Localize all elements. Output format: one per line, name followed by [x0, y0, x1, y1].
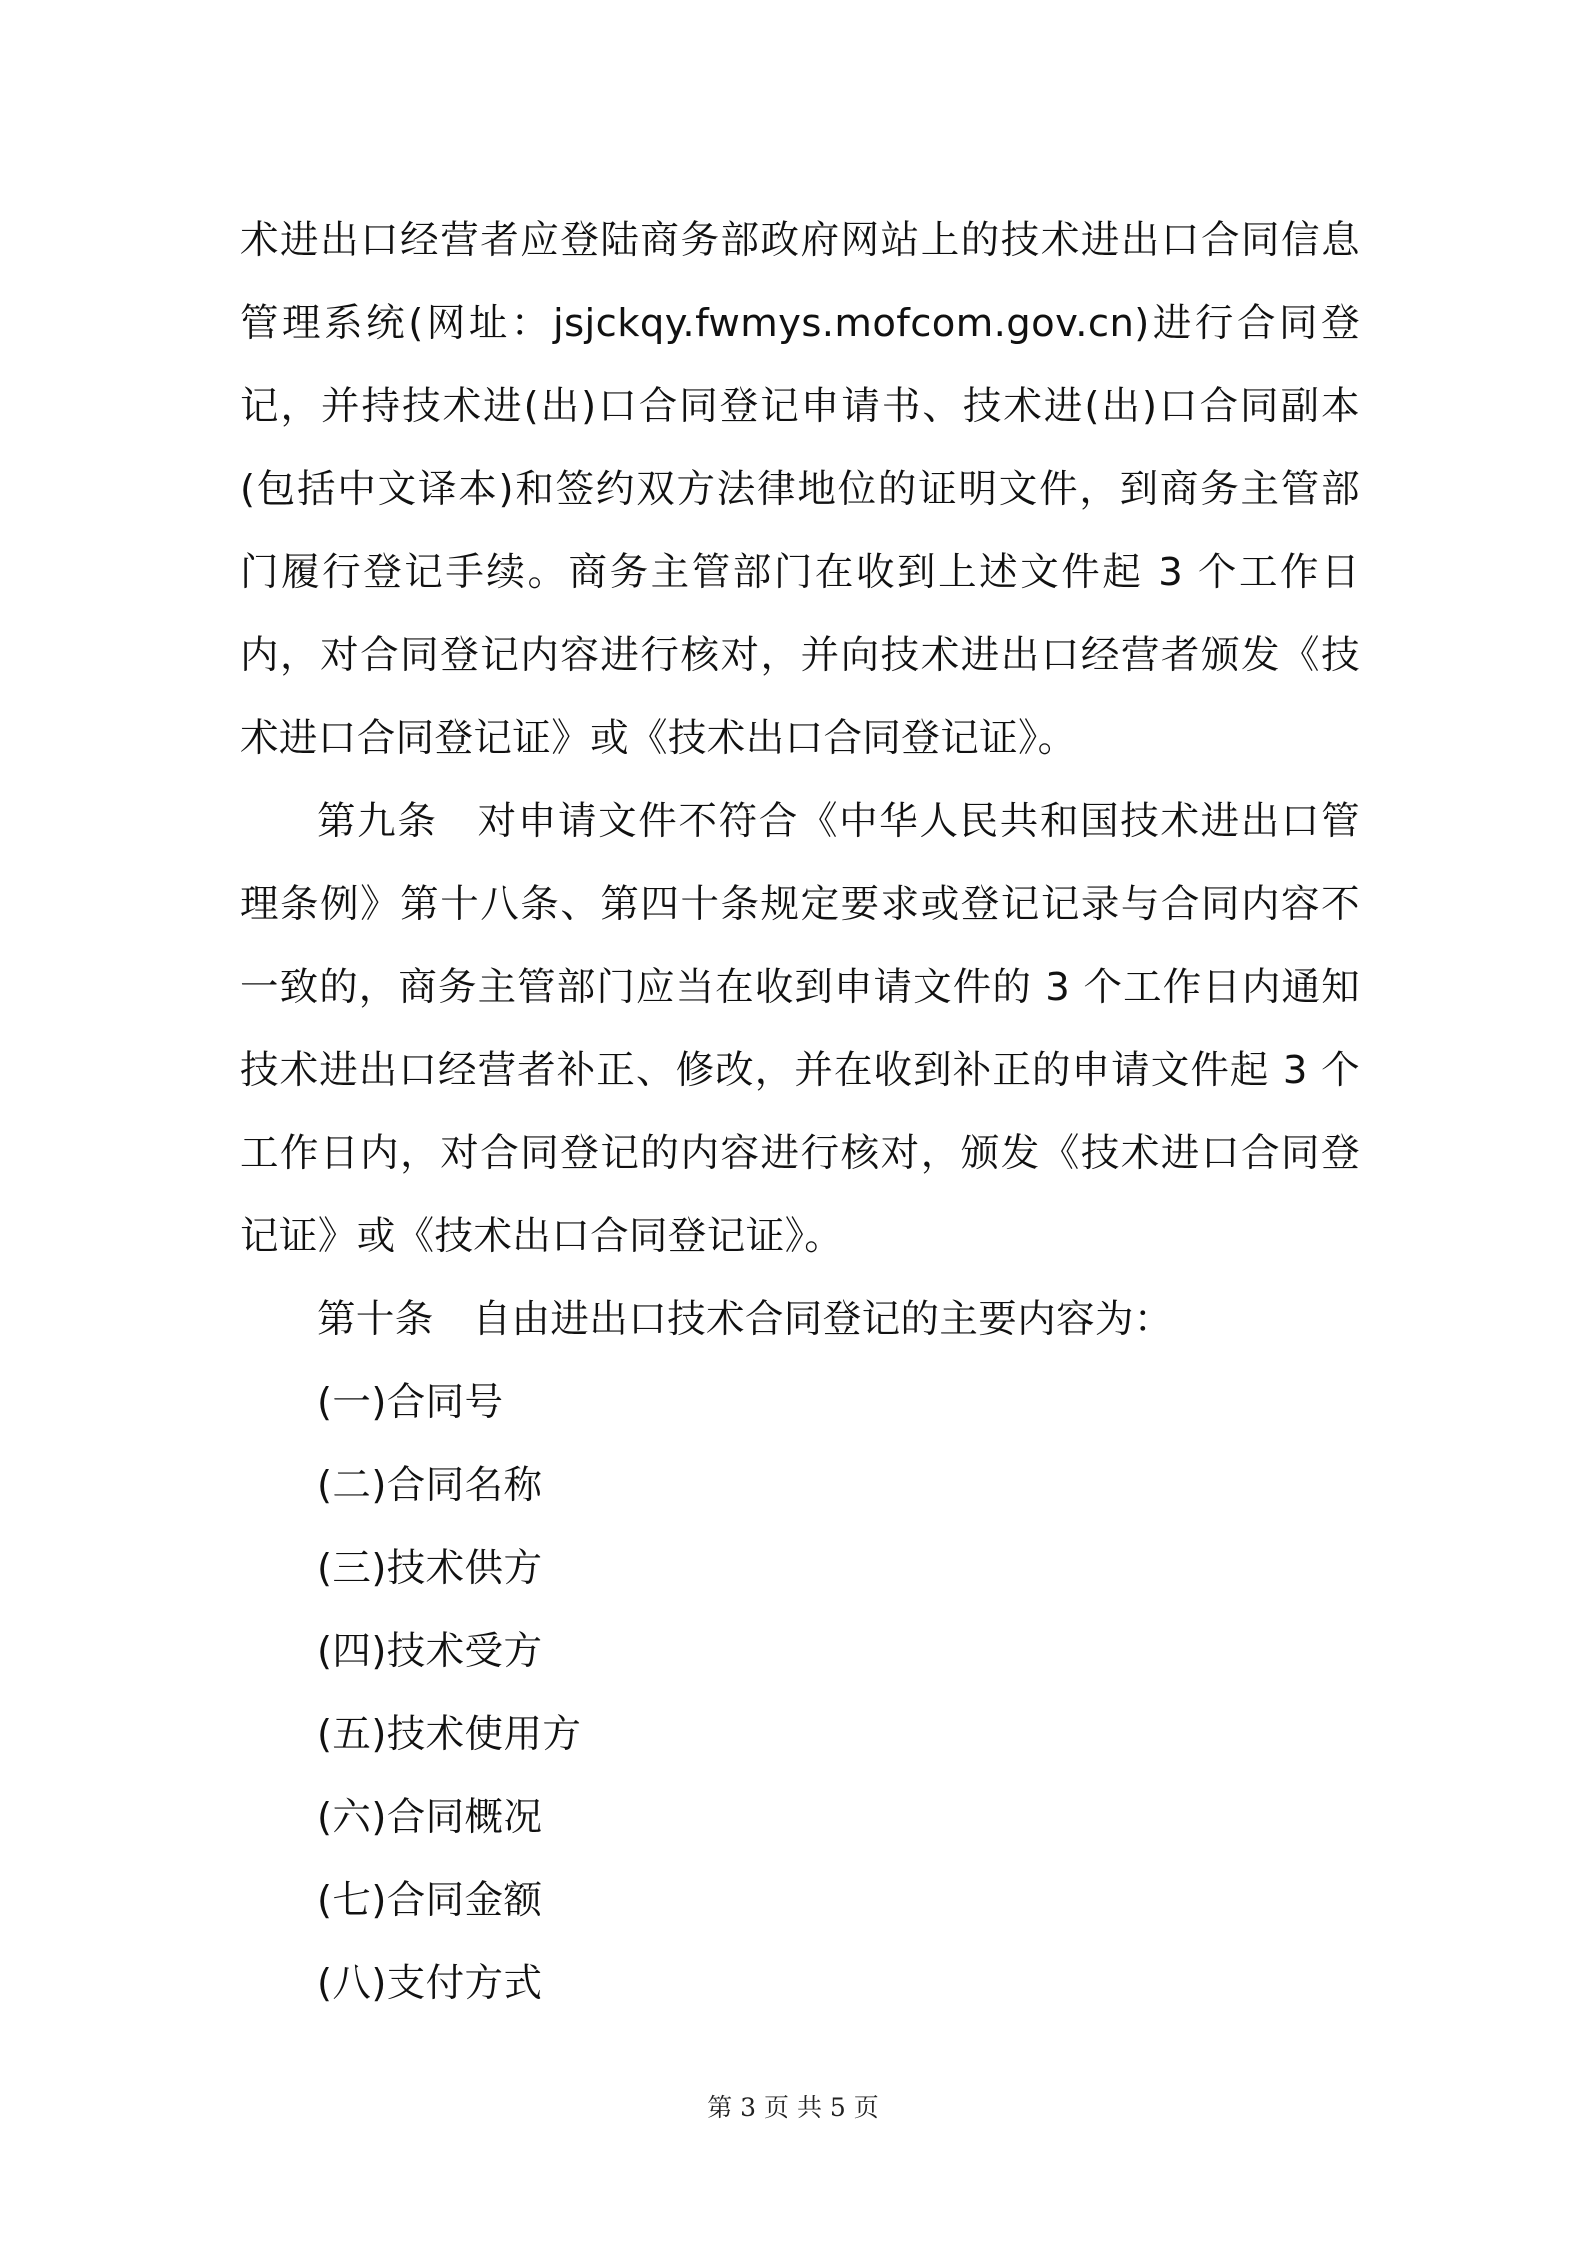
- list-item-technology-supplier: (三)技术供方: [317, 1546, 543, 1591]
- list-item-technology-user: (五)技术使用方: [317, 1712, 582, 1757]
- paragraph-contract-registration-procedure: 术进出口经营者应登陆商务部政府网站上的技术进出口合同信息管理系统(网址：jsjckqy.fwmys.mofcom.gov.cn)进行合同登记，并持技术进(出)口合同登记申请书、技术进(出)口合同副本(包括中文译本)和签约双方法律地位的证明文件，到商务主管部门履行登记手续。商务主管部门在收到上述文件起 3 个工作日内，对合同登记内容进行核对，并向技术进出口经营者颁发《技术进口合同登记证》或《技术出口合同登记证》。: [240, 218, 1360, 761]
- list-item-contract-number: (一)合同号: [317, 1380, 504, 1425]
- list-item-technology-recipient: (四)技术受方: [317, 1629, 543, 1674]
- paragraph-article-9: 第九条 对申请文件不符合《中华人民共和国技术进出口管理条例》第十八条、第四十条规定要求或登记记录与合同内容不一致的，商务主管部门应当在收到申请文件的 3 个工作日内通知技术进出口经营者补正、修改，并在收到补正的申请文件起 3 个工作日内，对合同登记的内容进行核对，颁发《技术进口合同登记证》或《技术出口合同登记证》。: [240, 799, 1360, 1259]
- list-item-contract-amount: (七)合同金额: [317, 1878, 543, 1923]
- paragraph-article-10: 第十条 自由进出口技术合同登记的主要内容为：: [317, 1297, 1173, 1342]
- list-item-contract-overview: (六)合同概况: [317, 1795, 543, 1840]
- document-body: [240, 199, 1360, 2025]
- page-number-footer: 第 3 页 共 5 页: [707, 2093, 879, 2122]
- list-item-contract-name: (二)合同名称: [317, 1463, 543, 1508]
- list-item-payment-method: (八)支付方式: [317, 1961, 543, 2006]
